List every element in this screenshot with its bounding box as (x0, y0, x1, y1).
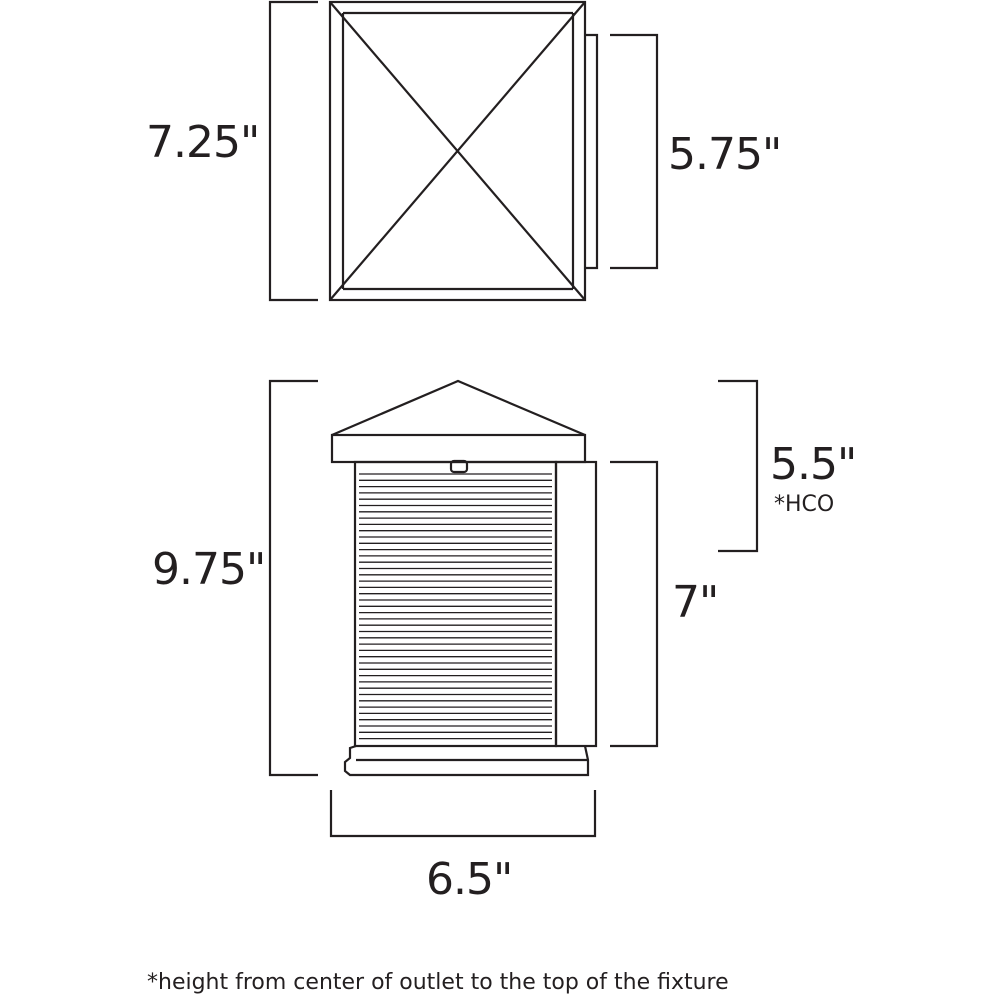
top-depth-label: 5.75" (668, 129, 782, 180)
wall-backplate (556, 462, 596, 746)
hco-abbreviation: *HCO (774, 492, 835, 517)
top-depth-bracket (610, 35, 657, 268)
glass-ribs (359, 474, 552, 739)
glass-panel (355, 462, 556, 746)
glass-height-label: 7" (672, 577, 719, 628)
footnote: *height from center of outlet to the top of the fixture (147, 970, 729, 995)
fixture-roof (332, 381, 585, 435)
top-height-label: 7.25" (146, 117, 260, 168)
hco-bracket (718, 381, 757, 551)
top-view (330, 2, 597, 300)
top-height-bracket (270, 2, 318, 300)
width-label: 6.5" (426, 854, 513, 905)
hco-label: 5.5" (770, 439, 857, 490)
front-view (332, 381, 596, 775)
overall-height-bracket (270, 381, 318, 775)
overall-height-label: 9.75" (152, 544, 266, 595)
glass-height-bracket (610, 462, 657, 746)
width-bracket (331, 790, 595, 836)
fixture-cap (332, 435, 585, 462)
wall-plate (585, 35, 597, 268)
